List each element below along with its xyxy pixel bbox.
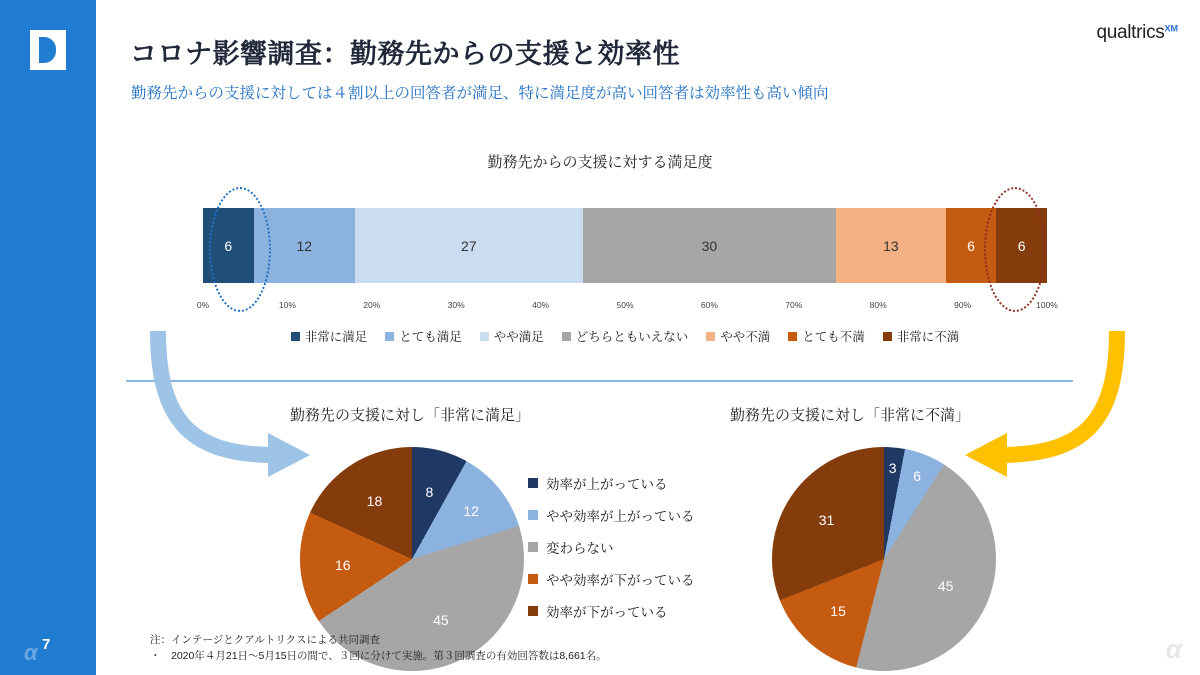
qualtrics-xm-sup: XM xyxy=(1164,23,1178,34)
legend-item[interactable] xyxy=(528,601,695,621)
legend-item[interactable] xyxy=(788,327,865,345)
stacked-bar-segment: 27 xyxy=(355,208,583,283)
pie-chart-dissatisfied xyxy=(772,447,996,671)
legend-item[interactable] xyxy=(706,327,770,345)
legend-item[interactable] xyxy=(528,505,695,525)
pie-slice-label: 12 xyxy=(463,502,479,519)
legend-swatch-icon xyxy=(528,574,538,584)
x-tick-label: 50% xyxy=(616,300,634,310)
legend-item[interactable] xyxy=(883,327,960,345)
brand-mark-icon xyxy=(30,30,66,70)
legend-label: とても満足 xyxy=(399,330,462,344)
footnote-1: 注：インテージとクアルトリクスによる共同調査 xyxy=(150,634,381,646)
x-tick-label: 60% xyxy=(700,300,718,310)
pie-right-title: 勤務先の支援に対し「非常に不満」 xyxy=(729,407,970,424)
legend-label: やや効率が下がっている xyxy=(546,573,695,588)
x-tick-label: 90% xyxy=(954,300,972,310)
legend-label: 効率が上がっている xyxy=(546,477,668,492)
pie-slice-label: 45 xyxy=(433,611,449,628)
qualtrics-logo xyxy=(1096,22,1178,44)
legend-label: 非常に満足 xyxy=(304,330,368,344)
watermark-2: α xyxy=(24,640,38,665)
pie-slice-label: 15 xyxy=(830,603,846,620)
legend-label: やや効率が上がっている xyxy=(546,509,695,524)
legend-label: 非常に不満 xyxy=(896,330,960,344)
x-tick-label: 100% xyxy=(1036,300,1058,310)
legend-label: 変わらない xyxy=(546,541,614,556)
page-number: 7 xyxy=(42,636,51,653)
page-subtitle: 勤務先からの支援に対しては４割以上の回答者が満足、特に満足度が高い回答者は効率性も高い傾向 xyxy=(131,85,829,102)
legend-swatch-icon xyxy=(788,332,797,341)
highlight-ellipse-dissatisfied xyxy=(984,187,1046,312)
legend-swatch-icon xyxy=(480,332,489,341)
x-tick-label: 20% xyxy=(363,300,381,310)
legend-item[interactable] xyxy=(528,537,695,557)
legend-swatch-icon xyxy=(528,510,538,520)
legend-swatch-icon xyxy=(385,332,394,341)
x-tick-label: 70% xyxy=(785,300,803,310)
legend-label: とても不満 xyxy=(802,330,865,344)
legend-label: やや不満 xyxy=(720,330,771,344)
stacked-bar-x-axis xyxy=(196,300,1058,316)
stacked-bar-segment: 6 xyxy=(996,208,1047,283)
pie-slice-label: 16 xyxy=(334,556,351,573)
x-tick-label: 30% xyxy=(447,300,465,310)
legend-item[interactable] xyxy=(480,327,544,345)
legend-item[interactable] xyxy=(562,327,689,345)
legend-swatch-icon xyxy=(528,542,538,552)
pie-slice-label: 45 xyxy=(937,577,954,594)
legend-label: どちらともいえない xyxy=(575,330,689,344)
stacked-bar-segment: 30 xyxy=(583,208,836,283)
footnote-2: ・ 2020年４月21日〜5月15日の間で、３回に分けて実施。第３回調査の有効回答数は8,661名。 xyxy=(150,650,607,663)
legend-swatch-icon xyxy=(528,606,538,616)
legend-swatch-icon xyxy=(706,332,715,341)
pie-slice-label: 3 xyxy=(888,459,897,476)
qualtrics-wordmark: qualtrics xyxy=(1096,22,1165,43)
pie-slice-label: 8 xyxy=(425,483,434,500)
legend-swatch-icon xyxy=(562,332,571,341)
legend-label: やや満足 xyxy=(493,330,544,344)
x-tick-label: 10% xyxy=(278,300,296,310)
pie-legend xyxy=(528,473,695,633)
legend-swatch-icon xyxy=(528,478,538,488)
pie-slice-label: 18 xyxy=(366,492,383,509)
legend-item[interactable] xyxy=(528,569,695,589)
page-title: コロナ影響調査：勤務先からの支援と効率性 xyxy=(130,39,680,69)
x-tick-label: 80% xyxy=(869,300,887,310)
stacked-bar-segment: 6 xyxy=(946,208,997,283)
stacked-bar-chart xyxy=(203,208,1047,283)
stacked-bar-title: 勤務先からの支援に対する満足度 xyxy=(487,154,713,171)
x-tick-label: 0% xyxy=(196,300,210,310)
legend-item[interactable] xyxy=(528,473,695,493)
x-tick-label: 40% xyxy=(532,300,550,310)
highlight-ellipse-satisfied xyxy=(209,187,271,312)
watermark: α xyxy=(1165,634,1182,664)
pie-slice-label: 31 xyxy=(818,511,835,528)
stacked-bar-segment: 6 xyxy=(203,208,254,283)
pie-left-title: 勤務先の支援に対し「非常に満足」 xyxy=(289,407,530,424)
legend-label: 効率が下がっている xyxy=(546,605,668,620)
stacked-bar-segment: 13 xyxy=(836,208,946,283)
left-rail xyxy=(0,0,96,675)
stacked-bar-legend xyxy=(203,327,1047,345)
legend-swatch-icon xyxy=(883,332,892,341)
legend-item[interactable] xyxy=(385,327,462,345)
pie-slice-label: 6 xyxy=(913,467,921,484)
stacked-bar-segment: 12 xyxy=(254,208,355,283)
